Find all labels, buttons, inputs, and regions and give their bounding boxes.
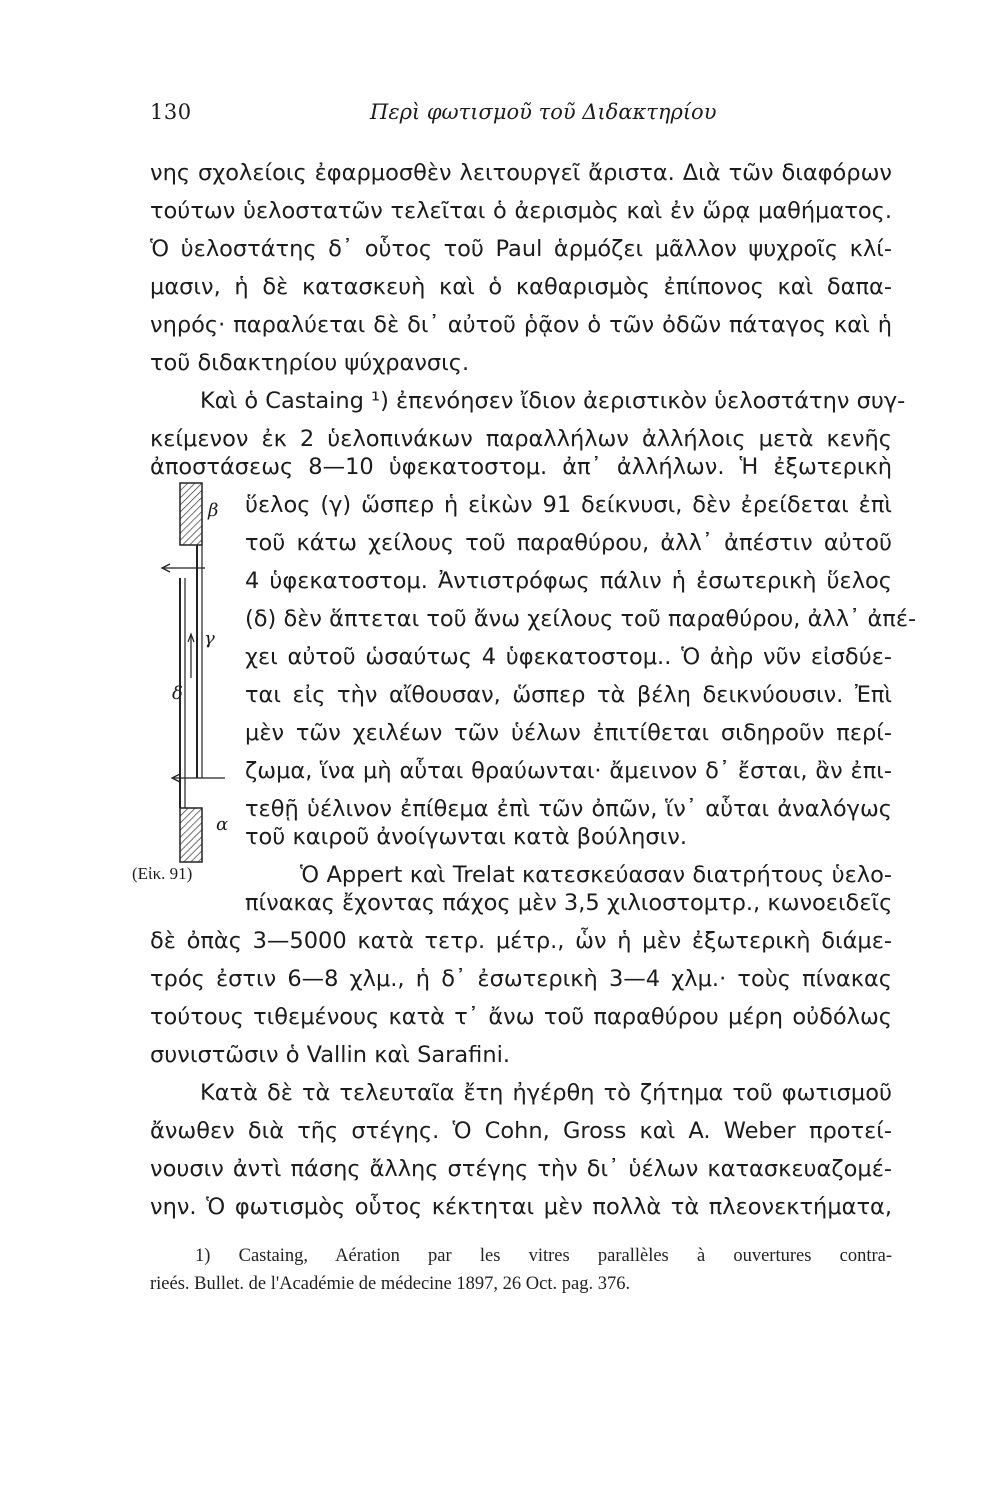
figure-caption: (Εἰκ. 91) <box>132 864 193 883</box>
label-alpha: α <box>216 814 229 835</box>
text-line: (δ) δὲν ἅπτεται τοῦ ἄνω χείλους τοῦ παραθύρου, ἀλλ᾽ ἀπέ- <box>245 606 917 632</box>
text-line: Καὶ ὁ Castaing ¹) ἐπενόησεν ἴδιον ἀεριστικὸν ὑελοστάτην συγ- <box>200 388 906 414</box>
label-beta: β <box>208 500 219 521</box>
text-line: ται εἰς τὴν αἴθουσαν, ὥσπερ τὰ βέλη δεικνύουσιν. Ἐπὶ <box>245 682 892 708</box>
text-line: Κατὰ δὲ τὰ τελευταῖα ἔτη ἠγέρθη τὸ ζήτημα τοῦ φωτισμοῦ <box>200 1080 892 1106</box>
window-section-drawing <box>150 478 245 903</box>
text-line: τοῦ διδακτηρίου ψύχρανσις. <box>150 350 470 376</box>
text-line: ἀποστάσεως 8—10 ὑφεκατοστομ. ἀπ᾽ ἀλλήλων. Ἡ ἐξωτερικὴ <box>150 454 892 480</box>
text-line: Ὁ ὑελοστάτης δ᾽ οὗτος τοῦ Paul ἁρμόζει μᾶλλον ψυχροῖς κλί- <box>150 236 892 262</box>
text-line: νηρός· παραλύεται δὲ δι᾽ αὐτοῦ ῥᾷον ὁ τῶν ὀδῶν πάταγος καὶ ἡ <box>150 312 892 338</box>
text-line: τρός ἐστιν 6—8 χλμ., ἡ δ᾽ ἐσωτερικὴ 3—4 χλμ.· τοὺς πίνακας <box>150 966 892 992</box>
text-line: τεθῇ ὑέλινον ἐπίθεμα ἐπὶ τῶν ὀπῶν, ἵν᾽ αὗται ἀναλόγως <box>245 796 892 822</box>
footnote-line: rieés. Bullet. de l'Académie de médecine 1897, 26 Oct. pag. 376. <box>150 1274 631 1294</box>
text-line: 4 ὑφεκατοστομ. Ἀντιστρόφως πάλιν ἡ ἐσωτερικὴ ὕελος <box>245 568 892 594</box>
text-line: νης σχολείοις ἐφαρμοσθὲν λειτουργεῖ ἄριστα. Διὰ τῶν διαφόρων <box>150 160 892 186</box>
text-line: τοῦ κάτω χείλους τοῦ παραθύρου, ἀλλ᾽ ἀπέστιν αὐτοῦ <box>245 530 892 556</box>
text-line: νουσιν ἀντὶ πάσης ἄλλης στέγης τὴν δι᾽ ὑέλων κατασκευαζομέ- <box>150 1156 892 1182</box>
text-line: νην. Ὁ φωτισμὸς οὗτος κέκτηται μὲν πολλὰ τὰ πλεονεκτήματα, <box>150 1194 892 1220</box>
label-delta: δ <box>172 683 183 704</box>
text-line: χει αὐτοῦ ὡσαύτως 4 ὑφεκατοστομ.. Ὁ ἀὴρ νῦν εἰσδύε- <box>245 644 892 670</box>
text-line: ἄνωθεν διὰ τῆς στέγης. Ὁ Cohn, Gross καὶ A. Weber προτεί- <box>150 1118 892 1144</box>
text-line: μασιν, ἡ δὲ κατασκευὴ καὶ ὁ καθαρισμὸς ἐπίπονος καὶ δαπα- <box>150 274 892 300</box>
text-line: τούτους τιθεμένους κατὰ τ᾽ ἄνω τοῦ παραθύρου μέρη οὐδόλως <box>150 1004 892 1030</box>
label-gamma: γ <box>204 628 215 649</box>
text-line: τούτων ὑελοστατῶν τελεῖται ὁ ἀερισμὸς καὶ ἐν ὥρᾳ μαθήματος. <box>150 198 892 224</box>
text-line: ὕελος (γ) ὥσπερ ἡ εἰκὼν 91 δείκνυσι, δὲν ἐρείδεται ἐπὶ <box>245 492 892 518</box>
text-line: πίνακας ἔχοντας πάχος μὲν 3,5 χιλιοστομτρ., κωνοειδεῖς <box>245 890 893 916</box>
text-line: ζωμα, ἵνα μὴ αὗται θραύωνται· ἄμεινον δ᾽ ἔσται, ἂν ἐπι- <box>245 758 892 784</box>
text-line: συνιστῶσιν ὁ Vallin καὶ Sarafini. <box>150 1042 511 1068</box>
text-line: τοῦ καιροῦ ἀνοίγωνται κατὰ βούλησιν. <box>245 824 687 850</box>
text-line: κείμενον ἐκ 2 ὑελοπινάκων παραλλήλων ἀλλήλοις μετὰ κενῆς <box>150 426 892 452</box>
text-line: δὲ ὀπὰς 3—5000 κατὰ τετρ. μέτρ., ὧν ἡ μὲν ἐξωτερικὴ διάμε- <box>150 928 892 954</box>
figure-91-diagram <box>150 478 245 903</box>
page-number: 130 <box>150 100 192 124</box>
text-line: Ὁ Appert καὶ Trelat κατεσκεύασαν διατρήτους ὑελο- <box>300 862 892 888</box>
text-line: μὲν τῶν χειλέων τῶν ὑέλων ἐπιτίθεται σιδηροῦν περί- <box>245 720 892 746</box>
footnote-line: 1) Castaing, Aération par les vitres parallèles à ouvertures contra- <box>195 1246 892 1266</box>
running-title: Περὶ φωτισμοῦ τοῦ Διδακτηρίου <box>370 100 717 124</box>
